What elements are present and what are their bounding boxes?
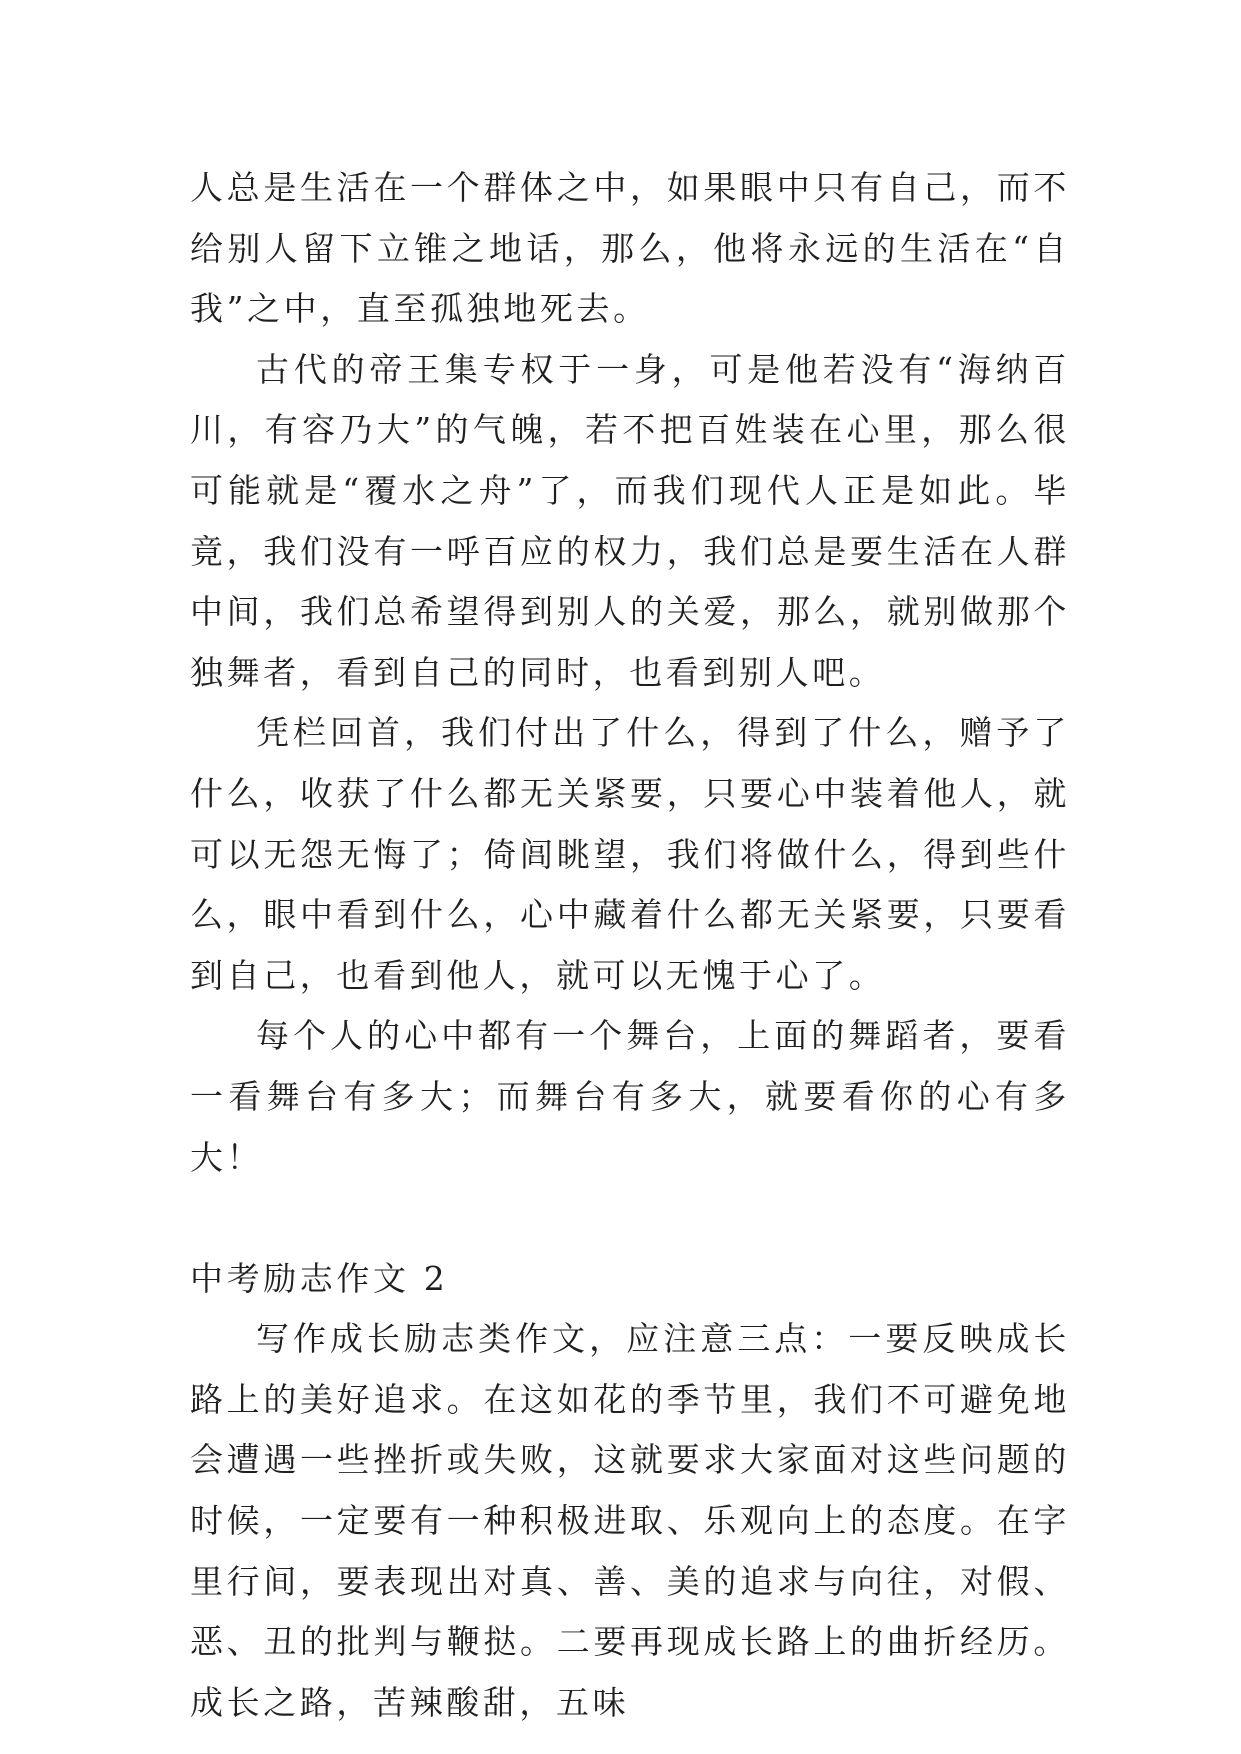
paragraph-5: 写作成长励志类作文，应注意三点：一要反映成长路上的美好追求。在这如花的季节里，我们不可避免地会遭遇一些挫折或失败，这就要求大家面对这些问题的时候，一定要有一种积极进取、乐观向上的态度。在字里行间，要表现出对真、善、美的追求与向往，对假、恶、丑的批判与鞭挞。二要再现成长路上的曲折经历。成长之路，苦辣酸甜，五味 — [190, 1319, 1070, 1722]
document-body — [190, 158, 1070, 1733]
paragraph-4: 每个人的心中都有一个舞台，上面的舞蹈者，要看一看舞台有多大；而舞台有多大，就要看你的心有多大！ — [190, 1016, 1070, 1177]
paragraph-2: 古代的帝王集专权于一身，可是他若没有“海纳百川，有容乃大”的气魄，若不把百姓装在心里，那么很可能就是“覆水之舟”了，而我们现代人正是如此。毕竟，我们没有一呼百应的权力，我们总是要生活在人群中间，我们总希望得到别人的关爱，那么，就别做那个独舞者，看到自己的同时，也看到别人吧。 — [190, 349, 1070, 692]
paragraph-3: 凭栏回首，我们付出了什么，得到了什么，赠予了什么，收获了什么都无关紧要，只要心中装着他人，就可以无怨无悔了；倚闾眺望，我们将做什么，得到些什么，眼中看到什么，心中藏着什么都无关紧要，只要看到自己，也看到他人，就可以无愧于心了。 — [190, 713, 1070, 995]
section-title: 中考励志作文 2 — [190, 1258, 449, 1298]
paragraph-1: 人总是生活在一个群体之中，如果眼中只有自己，而不给别人留下立锥之地话，那么，他将永远的生活在“自我”之中，直至孤独地死去。 — [190, 168, 1070, 329]
